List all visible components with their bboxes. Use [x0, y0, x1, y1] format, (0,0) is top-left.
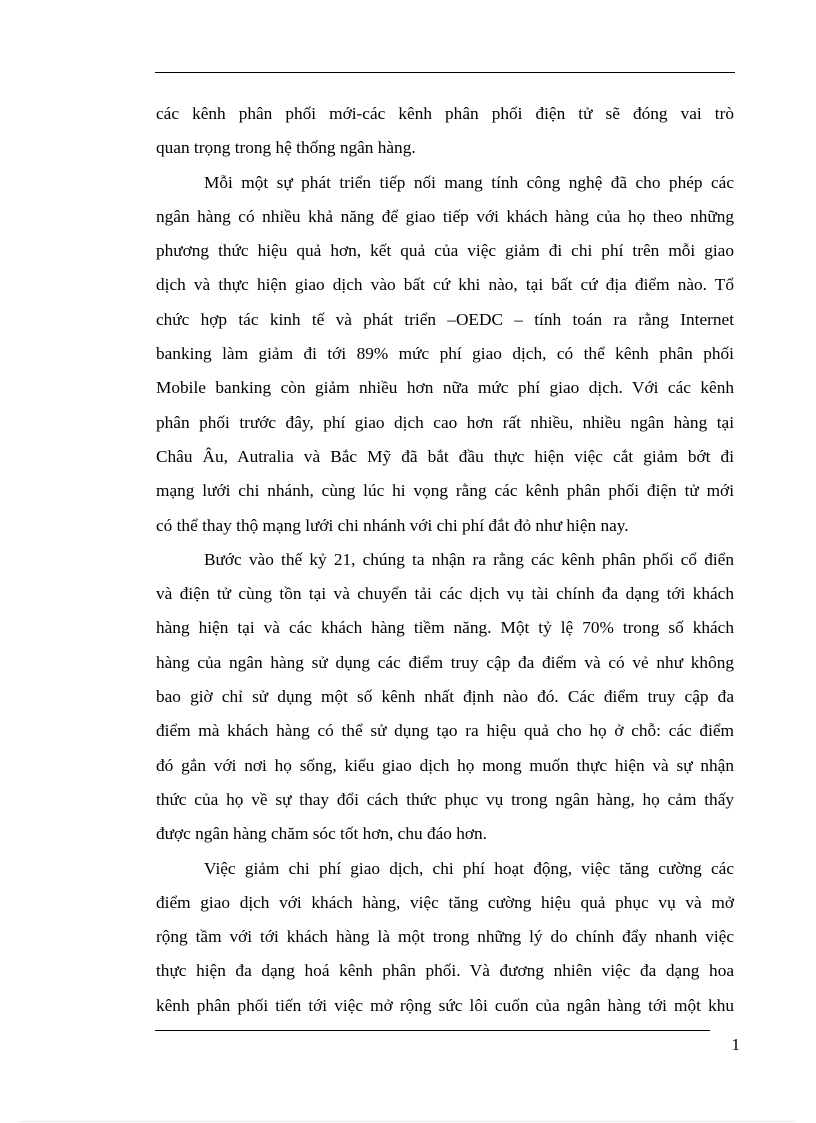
- paragraph-line: điểm mà khách hàng có thể sử dụng tạo ra hiệu quả cho họ ở chỗ: các điểm: [156, 721, 734, 741]
- paragraph-line: Châu Âu, Autralia và Bắc Mỹ đã bắt đầu thực hiện việc cắt giảm bớt đi: [156, 446, 734, 466]
- paragraph-line: đó gắn với nơi họ sống, kiểu giao dịch họ mong muốn thực hiện và sự nhận: [156, 755, 734, 775]
- paragraph-line: điểm giao dịch với khách hàng, việc tăng cường hiệu quả phục vụ và mở: [156, 892, 734, 912]
- paragraph-line: các kênh phân phối mới-các kênh phân phối điện tử sẽ đóng vai trò: [156, 104, 734, 123]
- paragraph-line: quan trọng trong hệ thống ngân hàng.: [156, 138, 416, 158]
- paragraph-line: và điện tử cùng tồn tại và chuyển tải các dịch vụ tài chính đa dạng tới khách: [156, 584, 734, 604]
- paragraph-line: Bước vào thế kỷ 21, chúng ta nhận ra rằng các kênh phân phối cổ điển: [204, 549, 734, 569]
- paragraph-line: thức của họ về sự thay đổi cách thức phục vụ trong ngân hàng, họ cảm thấy: [156, 789, 734, 809]
- paragraph-line: Mỗi một sự phát triển tiếp nối mang tính công nghệ đã cho phép các: [204, 172, 734, 192]
- paragraph-line: kênh phân phối tiến tới việc mở rộng sức lôi cuốn của ngân hàng tới một khu: [156, 995, 734, 1015]
- paragraph-line: mạng lưới chi nhánh, cùng lúc hi vọng rằng các kênh phân phối điện tử mới: [156, 481, 734, 501]
- paragraph-line: banking làm giảm đi tới 89% mức phí giao dịch, có thể kênh phân phối: [156, 344, 734, 364]
- header-rule: [155, 72, 735, 73]
- paragraph-line: dịch và thực hiện giao dịch vào bất cứ khi nào, tại bất cứ địa điểm nào. Tổ: [156, 275, 734, 295]
- paragraph-line: chức hợp tác kinh tế và phát triển –OEDC – tính toán ra rằng Internet: [156, 309, 734, 329]
- page-number: 1: [731, 1035, 740, 1054]
- paragraph-line: được ngân hàng chăm sóc tốt hơn, chu đáo hơn.: [156, 824, 487, 844]
- body-text: [156, 97, 734, 1023]
- paragraph-line: hàng hiện tại và các khách hàng tiềm năng. Một tỷ lệ 70% trong số khách: [156, 618, 734, 638]
- paragraph-line: bao giờ chỉ sử dụng một số kênh nhất định nào đó. Các điểm truy cập đa: [156, 687, 734, 707]
- paragraph-line: ngân hàng có nhiều khả năng để giao tiếp với khách hàng của họ theo những: [156, 206, 734, 226]
- paragraph-line: rộng tầm với tới khách hàng là một trong những lý do chính đẩy nhanh việc: [156, 927, 734, 947]
- paragraph-line: hàng của ngân hàng sử dụng các điểm truy cập đa điểm và có vẻ như không: [156, 652, 734, 672]
- paragraph-line: thực hiện đa dạng hoá kênh phân phối. Và đương nhiên việc đa dạng hoa: [156, 961, 734, 981]
- footer-rule: [155, 1030, 710, 1031]
- paragraph-line: phân phối trước đây, phí giao dịch cao hơn rất nhiều, nhiều ngân hàng tại: [156, 412, 734, 432]
- paragraph-line: Mobile banking còn giảm nhiều hơn nữa mức phí giao dịch. Với các kênh: [156, 378, 734, 398]
- paragraph-line: có thể thay thộ mạng lưới chi nhánh với chi phí đắt đỏ như hiện nay.: [156, 515, 629, 535]
- page-edge-divider: [20, 1121, 796, 1122]
- paragraph-line: phương thức hiệu quả hơn, kết quả của việc giảm đi chi phí trên mỗi giao: [156, 241, 734, 261]
- paragraph-line: Việc giảm chi phí giao dịch, chi phí hoạt động, việc tăng cường các: [204, 858, 734, 878]
